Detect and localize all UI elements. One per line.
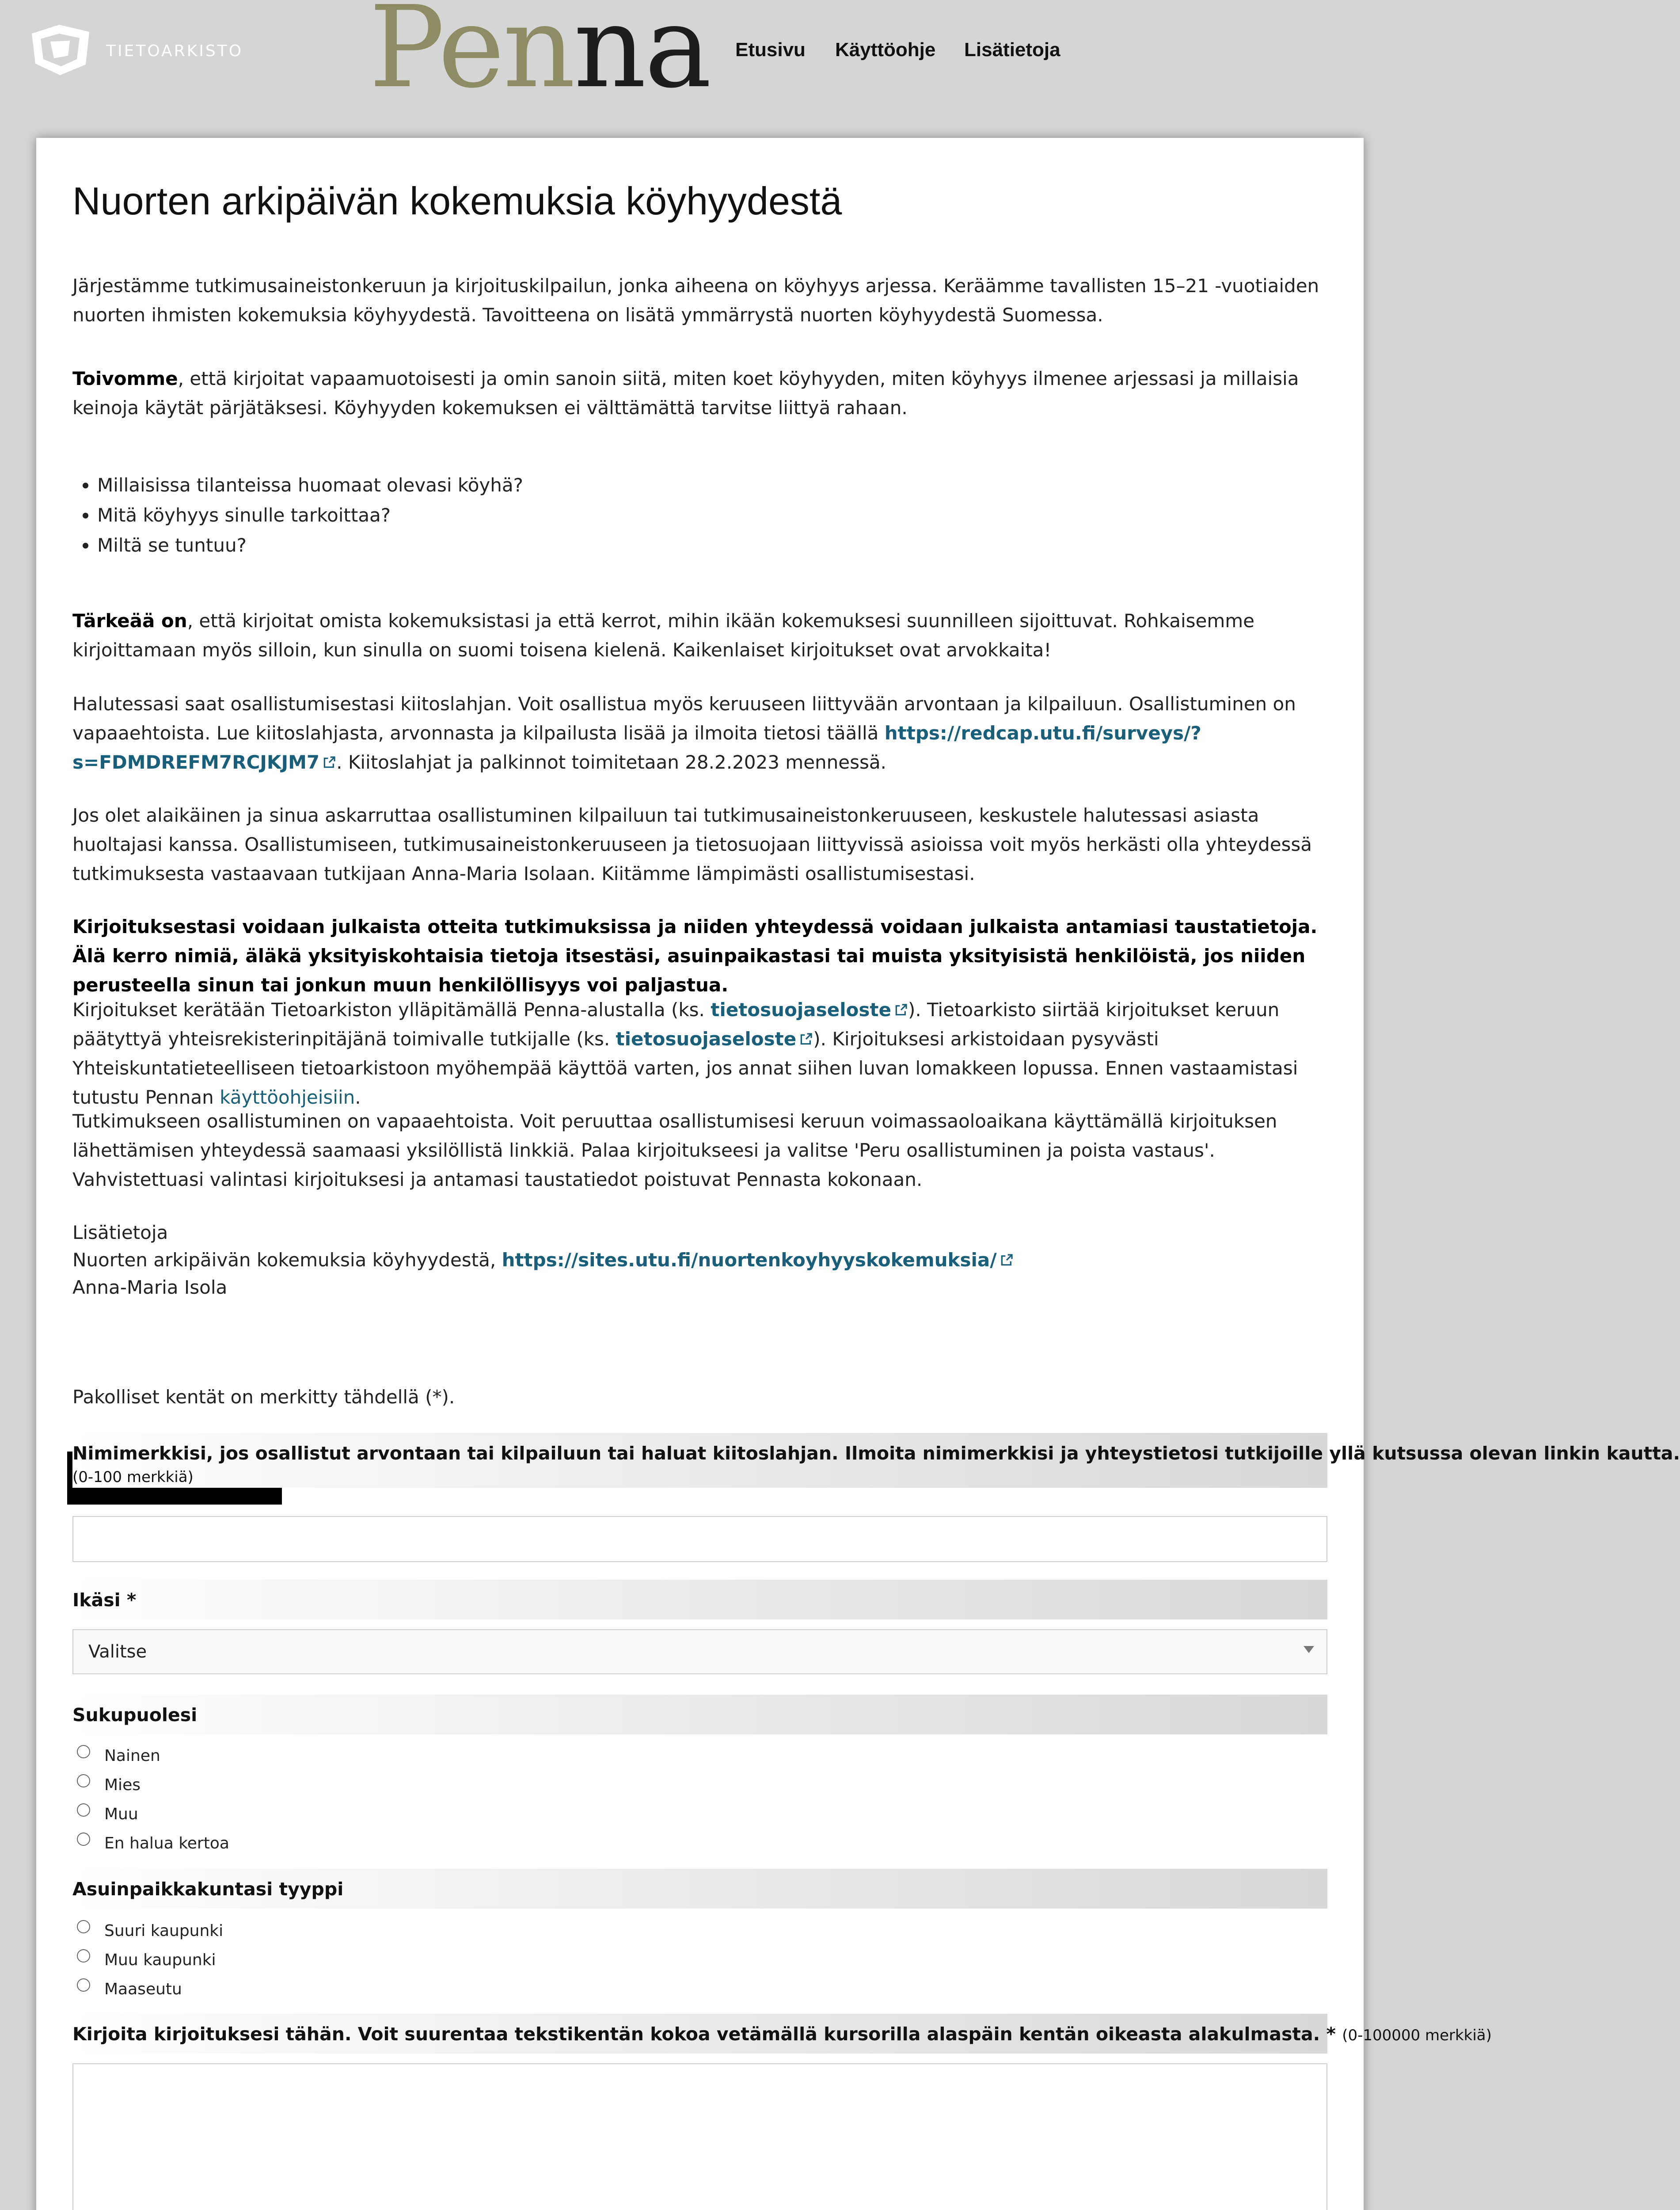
external-link-icon <box>1000 1253 1014 1267</box>
privacy-link-2[interactable]: tietosuojaseloste <box>616 1028 797 1050</box>
list-item: • Mitä köyhyys sinulle tarkoittaa? <box>97 500 523 530</box>
radio-label: Suuri kaupunki <box>104 1922 224 1940</box>
nickname-hint: (0-100 merkkiä) <box>72 1468 194 1486</box>
wish-bold: Toivomme <box>72 368 178 389</box>
radio-label: Muu kaupunki <box>104 1951 216 1969</box>
list-item: • Millaisissa tilanteissa huomaat olevasi köyhä? <box>97 470 523 500</box>
more-info-text: Nuorten arkipäivän kokemuksia köyhyydestä, <box>72 1249 502 1271</box>
nav-lisatietoja[interactable]: Lisätietoja <box>964 39 1060 61</box>
external-link-icon <box>894 1003 908 1017</box>
external-link-icon <box>322 755 336 770</box>
list-item: • Miltä se tuntuu? <box>97 530 523 560</box>
radio-button[interactable] <box>77 1774 90 1787</box>
nickname-section <box>72 1433 1680 1488</box>
brand-part1: Pen <box>369 0 574 113</box>
privacy-text-a: Kirjoitukset kerätään Tietoarkiston ylläpitämällä Penna-alustalla (ks. <box>72 999 711 1021</box>
radio-label: Mies <box>104 1776 141 1794</box>
more-info-heading: Lisätietoja <box>72 1222 168 1243</box>
age-select[interactable] <box>72 1629 1327 1674</box>
radio-button[interactable] <box>77 1978 90 1992</box>
reward-paragraph <box>72 690 1327 777</box>
radio-label: Muu <box>104 1805 138 1823</box>
privacy-text-c: ). Kirjoituksesi arkistoidaan pysyvästi Yhteiskuntatieteelliseen tietoarkistoon myöhempää käyttöä varten, jos annat siihen luvan lomakkeen lopussa. Ennen vastaamistasi tutustu Pennan <box>72 1028 1298 1108</box>
warning-paragraph: Kirjoituksestasi voidaan julkaista otteita tutkimuksissa ja niiden yhteydessä voidaan julkaista antamiasi taustatietoja. Älä kerro nimiä, äläkä yksityiskohtaisia tietoja itsestäsi, asuinpaikastasi tai muista yksityisistä henkilöistä, jos niiden perusteella sinun tai jonkun muun henkilöllisyys voi paljastua. <box>72 916 1318 996</box>
external-link-icon <box>799 1032 813 1046</box>
chevron-down-icon <box>1304 1646 1314 1653</box>
nav-kayttoohje[interactable]: Käyttöohje <box>835 39 936 61</box>
required-note: Pakolliset kentät on merkitty tähdellä (*). <box>72 1386 455 1408</box>
radio-button[interactable] <box>77 1920 90 1933</box>
form-card <box>36 138 1680 2210</box>
wish-text: , että kirjoitat vapaamuotoisesti ja omin sanoin siitä, miten koet köyhyyden, miten köyhyys ilmenee arjessasi ja millaisia keinoja käytät pärjätäksesi. Köyhyyden kokemuksen ei välttämättä tarvitse liittyä rahaan. <box>72 368 1299 419</box>
reward-text-b: . Kiitoslahjat ja palkinnot toimitetaan 28.2.2023 mennessä. <box>336 751 886 773</box>
intro-paragraph: Järjestämme tutkimusaineistonkeruun ja kirjoituskilpailun, jonka aiheena on köyhyys arjessa. Keräämme tavallisten 15–21 -vuotiaiden nuorten ihmisten kokemuksia köyhyydestä. Tavoitteena on lisätä ymmärrystä nuorten köyhyydestä Suomessa. <box>72 275 1319 326</box>
privacy-link-1[interactable]: tietosuojaseloste <box>711 999 891 1021</box>
writing-label-line <box>72 2023 1492 2045</box>
voluntary-paragraph: Tutkimukseen osallistuminen on vapaaehtoista. Voit peruuttaa osallistumisesi keruun voimassaoloaikana käyttämällä kirjoituksen lähettämisen yhteydessä saamaasi yksilöllistä linkkiä. Palaa kirjoitukseesi ja valitse 'Peru osallistuminen ja poista vastaus'. Vahvistettuasi valintasi kirjoituksesi ja antamasi taustatiedot poistuvat Pennasta kokonaan. <box>72 1110 1277 1190</box>
radio-button[interactable] <box>77 1803 90 1817</box>
radio-button[interactable] <box>77 1949 90 1962</box>
privacy-paragraph <box>72 995 1327 1112</box>
privacy-text-b: ). Tietoarkisto siirtää kirjoitukset keruun päätyttyä yhteisrekisterinpitäjänä toimivalle tutkijalle (ks. <box>72 999 1280 1050</box>
radio-button[interactable] <box>77 1833 90 1846</box>
penna-brand[interactable] <box>369 0 710 113</box>
radio-button[interactable] <box>77 1745 90 1758</box>
site-header <box>0 0 1398 113</box>
brand-part2: na <box>574 0 710 113</box>
nav-etusivu[interactable]: Etusivu <box>735 39 806 61</box>
contact-name: Anna-Maria Isola <box>72 1276 228 1298</box>
writing-hint: (0-100000 merkkiä) <box>1342 2027 1492 2044</box>
nickname-input[interactable] <box>72 1516 1327 1562</box>
gender-section <box>72 1695 1327 1734</box>
page-title: Nuorten arkipäivän kokemuksia köyhyydestä <box>72 179 842 223</box>
residence-label: Asuinpaikkakuntasi tyyppi <box>72 1878 344 1900</box>
more-info-line <box>72 1246 1327 1275</box>
age-section <box>72 1580 1327 1619</box>
important-bold: Tärkeää on <box>72 610 187 632</box>
writing-section <box>72 2014 1492 2054</box>
radio-label: En halua kertoa <box>104 1834 229 1852</box>
redcap-link[interactable]: https://redcap.utu.fi/surveys/?s=FDMDREFM7RCJKJM7 <box>72 722 1201 773</box>
instructions-link[interactable]: käyttöohjeisiin <box>220 1086 355 1108</box>
radio-label: Nainen <box>104 1747 160 1765</box>
project-site-link[interactable]: https://sites.utu.fi/nuortenkoyhyyskokemuksia/ <box>502 1249 997 1271</box>
gender-label: Sukupuolesi <box>72 1704 198 1726</box>
privacy-text-d: . <box>355 1086 361 1108</box>
wish-paragraph <box>72 364 1327 423</box>
radio-label: Maaseutu <box>104 1980 182 1998</box>
writing-textarea[interactable] <box>72 2063 1327 2210</box>
important-paragraph <box>72 606 1327 665</box>
question-list <box>72 470 523 560</box>
logo-text: TIETOARKISTO <box>106 42 243 60</box>
residence-section <box>72 1869 1327 1909</box>
age-select-value: Valitse <box>88 1642 147 1662</box>
tietoarkisto-logo[interactable] <box>27 21 94 79</box>
minor-paragraph: Jos olet alaikäinen ja sinua askarruttaa osallistuminen kilpailuun tai tutkimusaineistonkeruuseen, keskustele halutessasi asiasta huoltajasi kanssa. Osallistumiseen, tutkimusaineistonkeruuseen ja tietosuojaan liittyvissä asioissa voit myös herkästi olla yhteydessä tutkimuksesta vastaavaan tutkijaan Anna-Maria Isolaan. Kiitämme lämpimästi osallistumisestasi. <box>72 804 1312 884</box>
reward-text-a: Halutessasi saat osallistumisestasi kiitoslahjan. Voit osallistua myös keruuseen liittyvään arvontaan ja kilpailuun. Osallistuminen on vapaaehtoista. Lue kiitoslahjasta, arvonnasta ja kilpailusta lisää ja ilmoita tietosi täällä <box>72 693 1296 744</box>
age-label: Ikäsi * <box>72 1589 137 1611</box>
important-text: , että kirjoitat omista kokemuksistasi ja että kerrot, mihin ikään kokemuksesi suunnilleen sijoittuvat. Rohkaisemme kirjoittamaan myös silloin, kun sinulla on suomi toisena kielenä. Kaikenlaiset kirjoitukset ovat arvokkaita! <box>72 610 1255 661</box>
archive-box-icon <box>27 21 94 79</box>
writing-label: Kirjoita kirjoituksesi tähän. Voit suurentaa tekstikentän kokoa vetämällä kursorilla alaspäin kentän oikeasta alakulmasta. * <box>72 2023 1336 2045</box>
nickname-label: Nimimerkkisi, jos osallistut arvontaan tai kilpailuun tai haluat kiitoslahjan. Ilmoita nimimerkkisi ja yhteystietosi tutkijoille yllä kutsussa olevan linkin kautta. <box>72 1443 1680 1464</box>
